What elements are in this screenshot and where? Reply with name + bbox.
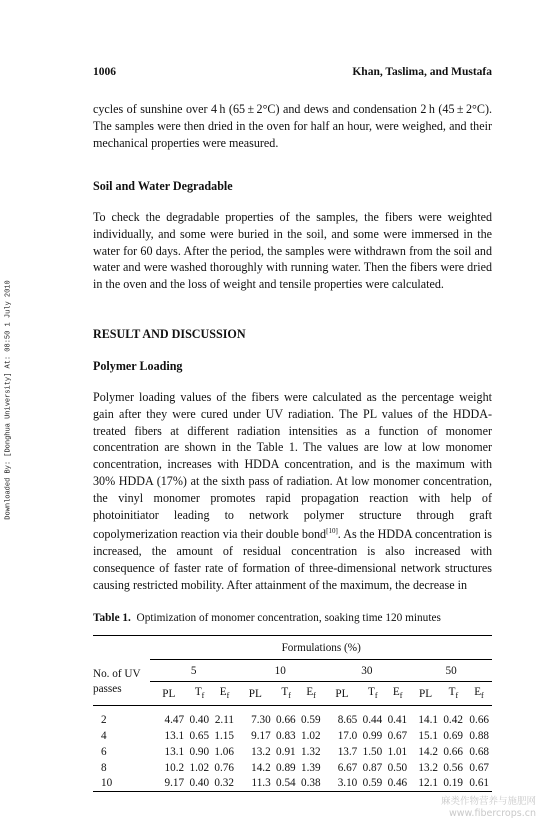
table-cell: 0.59 bbox=[300, 713, 321, 726]
table-cell: 1.02 bbox=[300, 729, 321, 742]
row-header-line1: No. of UV bbox=[93, 668, 141, 681]
col-header-tf: $T_f$ bbox=[281, 686, 291, 701]
table-cell: 0.66 bbox=[276, 713, 296, 726]
section-heading-polymer-loading: Polymer Loading bbox=[93, 359, 183, 373]
row-passes: 4 bbox=[101, 729, 107, 742]
conc-header: 5 bbox=[150, 660, 237, 682]
table-cell: 8.65 bbox=[337, 713, 358, 726]
table-cell: 0.66 bbox=[443, 745, 463, 758]
table-cell: 14.2 bbox=[418, 745, 438, 758]
conc-header: 50 bbox=[410, 660, 492, 682]
table-cell: 0.40 bbox=[189, 777, 210, 790]
table-cell: 1.32 bbox=[300, 745, 321, 758]
watermark-line1: 麻类作物营养与施肥网 bbox=[440, 796, 536, 807]
polymer-loading-paragraph bbox=[93, 389, 492, 594]
site-watermark bbox=[441, 796, 536, 820]
table-row bbox=[93, 776, 492, 792]
row-header bbox=[93, 660, 150, 706]
table-cell: 1.15 bbox=[214, 729, 234, 742]
watermark-line2: www.fibercrops.cn bbox=[449, 808, 536, 819]
table-cell: 1.50 bbox=[362, 745, 383, 758]
table-cell: 0.99 bbox=[362, 729, 383, 742]
download-side-note bbox=[2, 250, 16, 550]
running-authors: Khan, Taslima, and Mustafa bbox=[352, 66, 492, 78]
table-cell: 14.2 bbox=[251, 761, 271, 774]
row-passes: 8 bbox=[101, 761, 107, 774]
table-cell: 0.66 bbox=[469, 713, 489, 726]
citation-ref: [10] bbox=[326, 527, 338, 536]
col-header-ef: $E_f$ bbox=[306, 686, 316, 701]
table-cell: 0.54 bbox=[276, 777, 296, 790]
table-cell: 0.88 bbox=[469, 729, 489, 742]
col-header-tf: $T_f$ bbox=[448, 686, 459, 701]
table-cell: 0.59 bbox=[362, 777, 383, 790]
col-header-ef: $E_f$ bbox=[219, 686, 230, 701]
table-cell: 11.3 bbox=[251, 777, 271, 790]
table-cell: 0.67 bbox=[387, 729, 408, 742]
polymer-text-part2: . As the HDDA concentration is increased, the amount of residual concentration is also increased with consequence of faster rate of formation of three-dimensional network structures causing restricted mobility. After attainment of the maximum, the decrease in bbox=[93, 527, 492, 592]
page-number: 1006 bbox=[93, 66, 116, 78]
formulation-table bbox=[93, 635, 492, 792]
table-cell: 0.65 bbox=[189, 729, 210, 742]
table-cell: 0.89 bbox=[276, 761, 296, 774]
table-cell: 0.32 bbox=[214, 777, 234, 790]
col-header-pl: PL bbox=[248, 687, 262, 700]
section-heading-results: RESULT AND DISCUSSION bbox=[93, 327, 246, 341]
table-cell: 13.1 bbox=[164, 729, 185, 742]
table-cell: 0.46 bbox=[387, 777, 408, 790]
table-cell: 0.67 bbox=[469, 761, 489, 774]
table-cell: 1.06 bbox=[214, 745, 234, 758]
page-header bbox=[93, 66, 492, 78]
col-header-pl: PL bbox=[162, 687, 176, 700]
row-passes: 10 bbox=[101, 777, 113, 790]
intro-paragraph: cycles of sunshine over 4 h (65 ± 2°C) and dews and condensation 2 h (45 ± 2°C). The samples were then dried in the oven for half an hour, were weighed, and their mechanical properties were measured. bbox=[93, 102, 492, 150]
table-caption-label: Table 1. bbox=[93, 612, 131, 624]
table-cell: 15.1 bbox=[418, 729, 438, 742]
table-cell: 0.50 bbox=[387, 761, 408, 774]
table-cell: 13.2 bbox=[251, 745, 271, 758]
table-cell: 4.47 bbox=[164, 713, 185, 726]
conc-header: 10 bbox=[237, 660, 324, 682]
table-cell: 1.01 bbox=[387, 745, 408, 758]
table-caption bbox=[93, 612, 441, 624]
row-passes: 6 bbox=[101, 745, 107, 758]
table-cell: 2.11 bbox=[214, 713, 234, 726]
table-cell: 6.67 bbox=[337, 761, 358, 774]
table-cell: 0.41 bbox=[387, 713, 408, 726]
table-cell: 0.87 bbox=[362, 761, 383, 774]
col-header-tf: $T_f$ bbox=[194, 686, 205, 701]
col-header-pl: PL bbox=[419, 687, 433, 700]
table-row bbox=[93, 744, 492, 760]
table-cell: 0.83 bbox=[276, 729, 296, 742]
table-cell: 0.19 bbox=[443, 777, 463, 790]
table-cell: 10.2 bbox=[164, 761, 185, 774]
table-cell: 12.1 bbox=[418, 777, 438, 790]
row-passes: 2 bbox=[101, 713, 107, 726]
table-cell: 0.68 bbox=[469, 745, 489, 758]
col-header-ef: $E_f$ bbox=[474, 686, 484, 701]
col-header-tf: $T_f$ bbox=[367, 686, 378, 701]
table-cell: 0.40 bbox=[189, 713, 210, 726]
table-cell: 9.17 bbox=[251, 729, 271, 742]
conc-header: 30 bbox=[324, 660, 411, 682]
section-heading-degradable: Soil and Water Degradable bbox=[93, 179, 233, 193]
download-note-text: Downloaded By: [Donghua University] At: 08:50 1 July 2010 bbox=[5, 280, 14, 520]
col-header-ef: $E_f$ bbox=[392, 686, 403, 701]
table-cell: 3.10 bbox=[337, 777, 358, 790]
table-cell: 0.69 bbox=[443, 729, 463, 742]
table-caption-text: Optimization of monomer concentration, soaking time 120 minutes bbox=[136, 612, 441, 624]
table-cell: 0.42 bbox=[443, 713, 463, 726]
table-cell: 0.56 bbox=[443, 761, 463, 774]
degradable-paragraph: To check the degradable properties of the samples, the fibers were weighted individually, and some were buried in the soil, and some were immersed in the water for 60 days. After the period, the samples were withdrawn from the soil and water and were washed thoroughly with running water. Then the fibers were dried in the oven and the loss of weight and tensile properties were calculated. bbox=[93, 210, 492, 292]
table-cell: 0.61 bbox=[469, 777, 489, 790]
table-cell: 0.44 bbox=[362, 713, 383, 726]
table-cell: 9.17 bbox=[164, 777, 185, 790]
polymer-text-part1: Polymer loading values of the fibers were calculated as the percentage weight gain after they were cured under UV radiation. The PL values of the HDDA-treated fibers at different radiation intensities as a function of monomer concentration are shown in the Table 1. The values are low at low monomer concentration, increases with HDDA concentration, and is the maximum with 30% HDDA (17%) at the sixth pass of radiation. At low monomer concentration, the vinyl monomer promotes rapid propagation reaction with help of photoinitiator leading to network polymer structure through graft copolymerization reaction via their double bond bbox=[93, 390, 492, 542]
table-cell: 13.7 bbox=[337, 745, 358, 758]
table-row bbox=[93, 706, 492, 728]
table-cell: 13.2 bbox=[418, 761, 438, 774]
table-row bbox=[93, 728, 492, 744]
table-cell: 0.38 bbox=[300, 777, 321, 790]
table-cell: 14.1 bbox=[418, 713, 438, 726]
table-cell: 0.91 bbox=[276, 745, 296, 758]
table-cell: 7.30 bbox=[251, 713, 271, 726]
table-cell: 0.76 bbox=[214, 761, 234, 774]
row-header-line2: passes bbox=[93, 683, 122, 696]
table-cell: 1.39 bbox=[300, 761, 321, 774]
table-row bbox=[93, 760, 492, 776]
table-body bbox=[93, 706, 492, 792]
table-cell: 0.90 bbox=[189, 745, 210, 758]
formulations-header: Formulations (%) bbox=[150, 636, 492, 660]
col-header-pl: PL bbox=[335, 687, 349, 700]
table-cell: 1.02 bbox=[189, 761, 210, 774]
table-cell: 13.1 bbox=[164, 745, 185, 758]
table-cell: 17.0 bbox=[337, 729, 358, 742]
